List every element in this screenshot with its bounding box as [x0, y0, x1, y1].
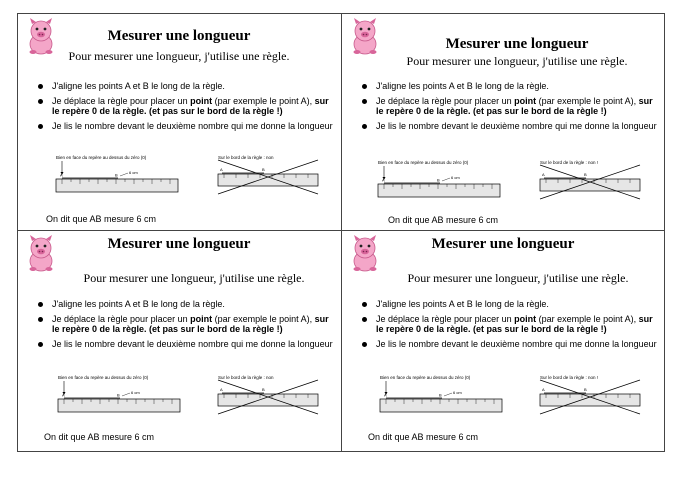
svg-text:A: A — [384, 392, 387, 398]
svg-text:B: B — [262, 167, 265, 172]
instruction-item: Je lis le nombre devant le deuxième nombre qui me donne la longueur — [36, 121, 336, 132]
svg-text:6 cm: 6 cm — [129, 170, 138, 175]
card-title: Mesurer une longueur — [445, 36, 589, 52]
svg-text:Bien en face du repère au dess: Bien en face du repère au dessus du zéro (0) — [380, 375, 471, 380]
svg-text:A: A — [542, 387, 545, 392]
svg-text:A: A — [60, 172, 63, 178]
ruler-figure-wrong — [536, 372, 646, 422]
ruler-figure-wrong — [214, 372, 324, 422]
svg-text:Bien en face du repère au dess: Bien en face du repère au dessus du zéro (0) — [378, 160, 469, 165]
instruction-item: J'aligne les points A et B le long de la règle. — [360, 81, 660, 92]
instruction-item: Je déplace la règle pour placer un point (par exemple le point A), sur le repère 0 de la règle. (et pas sur le bord de la règle !) — [360, 96, 660, 117]
svg-text:B: B — [584, 387, 587, 392]
instruction-list — [36, 81, 336, 135]
conclusion-text: On dit que AB mesure 6 cm — [44, 432, 155, 442]
instruction-list — [360, 81, 660, 135]
svg-text:B: B — [439, 392, 442, 398]
ruler-figure-correct — [52, 152, 192, 202]
conclusion-text: On dit que AB mesure 6 cm — [368, 432, 479, 442]
svg-text:Bien en face du repère au dess: Bien en face du repère au dessus du zéro (0) — [58, 375, 149, 380]
svg-text:A: A — [382, 177, 385, 183]
instruction-list — [36, 299, 336, 353]
svg-text:6 cm: 6 cm — [451, 175, 460, 180]
svg-text:B: B — [115, 172, 118, 178]
instruction-item: Je lis le nombre devant le deuxième nombre qui me donne la longueur — [360, 339, 660, 350]
card-top-left — [18, 14, 340, 230]
card-bottom-left — [18, 231, 340, 447]
svg-text:B: B — [117, 392, 120, 398]
conclusion-text: On dit que AB mesure 6 cm — [46, 214, 157, 224]
svg-text:Bien en face du repère au dess: Bien en face du repère au dessus du zéro (0) — [56, 155, 147, 160]
svg-text:B: B — [584, 172, 587, 177]
svg-text:A: A — [542, 172, 545, 177]
ruler-figure-correct — [374, 157, 514, 207]
ruler-figure-wrong — [536, 157, 646, 207]
card-title: Mesurer une longueur — [107, 28, 251, 44]
ruler-figure-wrong — [214, 152, 324, 202]
svg-text:Sur le bord de la règle : non: Sur le bord de la règle : non — [218, 375, 274, 380]
card-title: Mesurer une longueur — [107, 236, 251, 252]
card-subtitle: Pour mesurer une longueur, j'utilise une règle. — [406, 54, 628, 68]
svg-text:B: B — [262, 387, 265, 392]
instruction-list — [360, 299, 660, 353]
svg-text:Sur le bord de la règle : non: Sur le bord de la règle : non — [218, 155, 274, 160]
instruction-item: J'aligne les points A et B le long de la règle. — [36, 299, 336, 310]
card-title: Mesurer une longueur — [431, 236, 575, 252]
instruction-item: J'aligne les points A et B le long de la règle. — [360, 299, 660, 310]
instruction-item: Je déplace la règle pour placer un point (par exemple le point A), sur le repère 0 de la règle. (et pas sur le bord de la règle !) — [360, 314, 660, 335]
svg-text:B: B — [437, 177, 440, 183]
conclusion-text: On dit que AB mesure 6 cm — [388, 215, 499, 225]
card-top-right — [342, 14, 664, 230]
instruction-item: Je lis le nombre devant le deuxième nombre qui me donne la longueur — [36, 339, 336, 350]
svg-text:6 cm: 6 cm — [453, 390, 462, 395]
instruction-item: J'aligne les points A et B le long de la règle. — [36, 81, 336, 92]
svg-text:A: A — [62, 392, 65, 398]
card-bottom-right — [342, 231, 664, 447]
svg-text:A: A — [220, 167, 223, 172]
card-subtitle: Pour mesurer une longueur, j'utilise une règle. — [68, 49, 290, 63]
svg-text:A: A — [220, 387, 223, 392]
card-subtitle: Pour mesurer une longueur, j'utilise une règle. — [407, 271, 629, 285]
card-subtitle: Pour mesurer une longueur, j'utilise une règle. — [83, 271, 305, 285]
svg-text:Sur le bord de la règle : non: Sur le bord de la règle : non ! — [540, 375, 599, 380]
svg-text:Sur le bord de la règle : non: Sur le bord de la règle : non ! — [540, 160, 599, 165]
instruction-item: Je déplace la règle pour placer un point (par exemple le point A), sur le repère 0 de la règle. (et pas sur le bord de la règle !) — [36, 314, 336, 335]
instruction-item: Je déplace la règle pour placer un point (par exemple le point A), sur le repère 0 de la règle. (et pas sur le bord de la règle !) — [36, 96, 336, 117]
ruler-figure-correct — [376, 372, 516, 422]
ruler-figure-correct — [54, 372, 194, 422]
svg-text:6 cm: 6 cm — [131, 390, 140, 395]
instruction-item: Je lis le nombre devant le deuxième nombre qui me donne la longueur — [360, 121, 660, 132]
